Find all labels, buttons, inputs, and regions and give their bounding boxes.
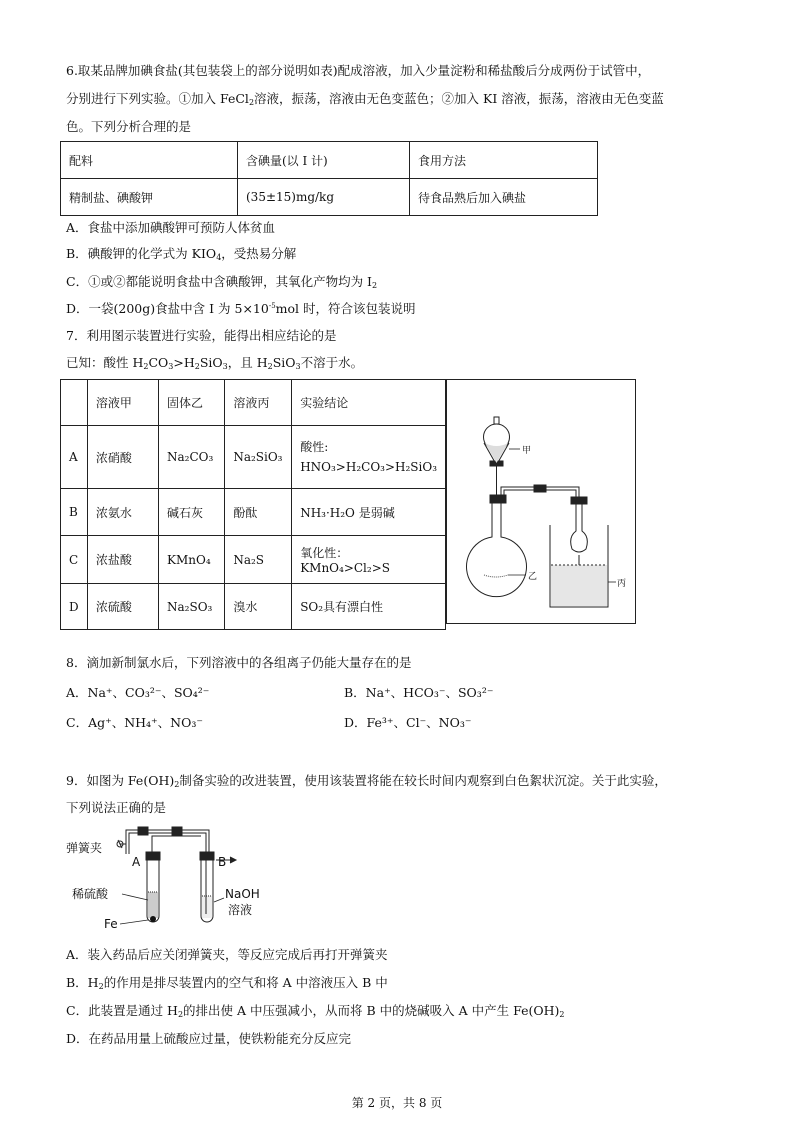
label-fe: Fe [104, 917, 118, 931]
separatory-funnel-icon [484, 417, 510, 497]
q7-known-sub6: 3 [295, 362, 301, 371]
q6-cell-iodine: (35±15)mg/kg [238, 179, 410, 216]
q8-option-b: B．Na⁺、HCO₃⁻、SO₃²⁻ [344, 685, 494, 700]
q6-option-c [66, 273, 377, 291]
q6-cell-usage: 待食品熟后加入碘盐 [410, 179, 598, 216]
q9-option-b-sub: 2 [98, 982, 104, 991]
q6-option-d [66, 300, 416, 318]
q7-row-jia: 浓硫酸 [87, 584, 158, 630]
q7-known-sub2: 3 [168, 362, 174, 371]
q9-line-2: 下列说法正确的是 [66, 800, 167, 815]
q7-row-jia: 浓氨水 [87, 489, 158, 536]
q7-header-conclusion: 实验结论 [292, 380, 446, 426]
label-naoh: NaOH [225, 887, 260, 901]
q7-known-sub5: 2 [267, 362, 273, 371]
q9-option-b-b: 的作用是排尽装置内的空气和将 A 中溶液压入 B 中 [103, 975, 388, 990]
q7-row-label: B [61, 489, 88, 536]
q7-known [66, 354, 363, 372]
test-tube-a-icon [146, 852, 160, 922]
page-footer: 第 2 页，共 8 页 [351, 1096, 443, 1110]
q6-line-2-b: 溶液，振荡，溶液由无色变蓝色；②加入 KI 溶液，振荡，溶液由无色变蓝 [254, 91, 664, 106]
q6-option-c-a: C．①或②都能说明食盐中含碘酸钾，其氧化产物均为 I [66, 274, 372, 289]
q7-row-jia: 浓盐酸 [87, 536, 158, 584]
q7-known-sub1: 2 [143, 362, 149, 371]
q6-line-3: 色。下列分析合理的是 [66, 119, 192, 134]
q7-header-jia: 溶液甲 [87, 380, 158, 426]
q9-option-b [66, 974, 388, 992]
q7-known-1: 已知：酸性 H [66, 355, 144, 370]
q7-header-label [61, 380, 88, 426]
label-yi: 乙 [528, 572, 538, 582]
q7-row-bing: Na₂S [225, 536, 292, 584]
q6-option-c-sub: 2 [371, 281, 378, 290]
q9-option-c-sub: 2 [177, 1010, 184, 1019]
q7-row-label: C [61, 536, 88, 584]
q7-known-7: 不溶于水。 [300, 355, 364, 370]
q7-row-yi: Na₂SO₃ [159, 584, 225, 630]
q7-header-yi: 固体乙 [159, 380, 225, 426]
q6-option-d-b: mol 时，符合该包装说明 [275, 301, 416, 316]
q9-option-c [66, 1002, 564, 1020]
q6-header-ingredients: 配料 [61, 142, 238, 179]
delivery-tube-icon [501, 485, 579, 499]
q6-header-iodine: 含碘量(以 I 计) [238, 142, 410, 179]
q8-option-d: D．Fe³⁺、Cl⁻、NO₃⁻ [344, 715, 472, 730]
q6-option-b-a: B．碘酸钾的化学式为 KIO [66, 246, 217, 261]
q7-row-conclusion-1: 酸性: [300, 440, 329, 454]
q7-row-conclusion: NH₃·H₂O 是弱碱 [292, 489, 446, 536]
q9-line-1 [66, 772, 667, 790]
q9-option-a: A．装入药品后应关闭弹簧夹，等反应完成后再打开弹簧夹 [66, 947, 388, 962]
round-bottom-flask-icon [467, 495, 527, 597]
q7-title: 7．利用图示装置进行实验，能得出相应结论的是 [66, 328, 337, 343]
q8-option-a: A．Na⁺、CO₃²⁻、SO₄²⁻ [66, 685, 210, 700]
label-solution: 溶液 [228, 903, 253, 917]
q6-line-2-sub: 2 [248, 98, 255, 107]
q7-apparatus-diagram [446, 379, 636, 624]
q6-option-b-sub: 4 [216, 253, 222, 262]
q7-known-sub3: 2 [194, 362, 200, 371]
test-tube-b-icon [200, 836, 214, 922]
q6-option-d-a: D．一袋(200g)食盐中含 I 为 5×10 [66, 301, 269, 316]
label-a: A [132, 855, 141, 869]
q9-option-d: D．在药品用量上硫酸应过量，使铁粉能充分反应完 [66, 1031, 352, 1046]
q6-option-a: A．食盐中添加碘酸钾可预防人体贫血 [66, 220, 276, 235]
table-row [61, 584, 446, 630]
q9-apparatus-diagram [64, 822, 284, 934]
q7-row-label: A [61, 426, 88, 489]
q9-option-b-a: B．H [66, 975, 99, 990]
table-row [61, 489, 446, 536]
q7-known-2: CO [148, 355, 169, 370]
q6-header-usage: 食用方法 [410, 142, 598, 179]
label-acid: 稀硫酸 [72, 887, 109, 901]
q7-row-jia: 浓硝酸 [87, 426, 158, 489]
q7-row-yi: 碱石灰 [159, 489, 225, 536]
q6-line-2-a: 分别进行下列实验。①加入 FeCl [66, 91, 249, 106]
q8-option-c: C．Ag⁺、NH₄⁺、NO₃⁻ [66, 715, 203, 730]
q6-option-b-b: ，受热易分解 [221, 246, 297, 261]
q7-known-sub4: 3 [222, 362, 228, 371]
q9-option-c-sub2: 2 [559, 1010, 565, 1019]
q7-row-bing: 溴水 [225, 584, 292, 630]
label-jia: 甲 [522, 446, 532, 456]
table-row [61, 426, 446, 489]
q7-row-bing: Na₂SiO₃ [225, 426, 292, 489]
q7-known-4: SiO [199, 355, 223, 370]
q7-row-conclusion-2: HNO₃>H₂CO₃>H₂SiO₃ [300, 460, 437, 474]
q9-line-1-sub: 2 [174, 780, 180, 789]
label-b: B [218, 855, 227, 869]
q6-line-2 [66, 90, 664, 108]
q9-option-c-a: C．此装置是通过 H [66, 1003, 178, 1018]
q9-option-c-b: 的排出使 A 中压强减小，从而将 B 中的烧碱吸入 A 中产生 Fe(OH) [183, 1003, 560, 1018]
q7-known-3: >H [173, 355, 195, 370]
q7-row-conclusion: 氧化性：KMnO₄>Cl₂>S [292, 536, 446, 584]
q9-line-1-b: 制备实验的改进装置，使用该装置将能在较长时间内观察到白色絮状沉淀。关于此实验， [179, 773, 667, 788]
table-row [61, 536, 446, 584]
q6-line-1: 6.取某品牌加碘食盐(其包装袋上的部分说明如表)配成溶液，加入少量淀粉和稀盐酸后分成两份于试管中， [66, 63, 651, 78]
q7-row-conclusion [292, 426, 446, 489]
beaker-icon [550, 497, 608, 607]
label-clamp: 弹簧夹 [66, 841, 103, 855]
q7-row-bing: 酚酞 [225, 489, 292, 536]
q7-table [60, 379, 446, 630]
q7-row-yi: Na₂CO₃ [159, 426, 225, 489]
q6-option-b [66, 245, 296, 263]
q7-row-conclusion: SO₂具有漂白性 [292, 584, 446, 630]
q7-known-6: SiO [272, 355, 296, 370]
q7-row-label: D [61, 584, 88, 630]
q7-known-5: ，且 H [227, 355, 268, 370]
q9-line-1-a: 9．如图为 Fe(OH) [66, 773, 175, 788]
q7-header-bing: 溶液丙 [225, 380, 292, 426]
q7-row-yi: KMnO₄ [159, 536, 225, 584]
q6-table [60, 141, 598, 216]
q6-option-d-sup: -5 [268, 302, 276, 310]
q6-cell-ingredients: 精制盐、碘酸钾 [61, 179, 238, 216]
label-bing: 丙 [617, 579, 627, 589]
q8-title: 8．滴加新制氯水后，下列溶液中的各组离子仍能大量存在的是 [66, 655, 412, 670]
